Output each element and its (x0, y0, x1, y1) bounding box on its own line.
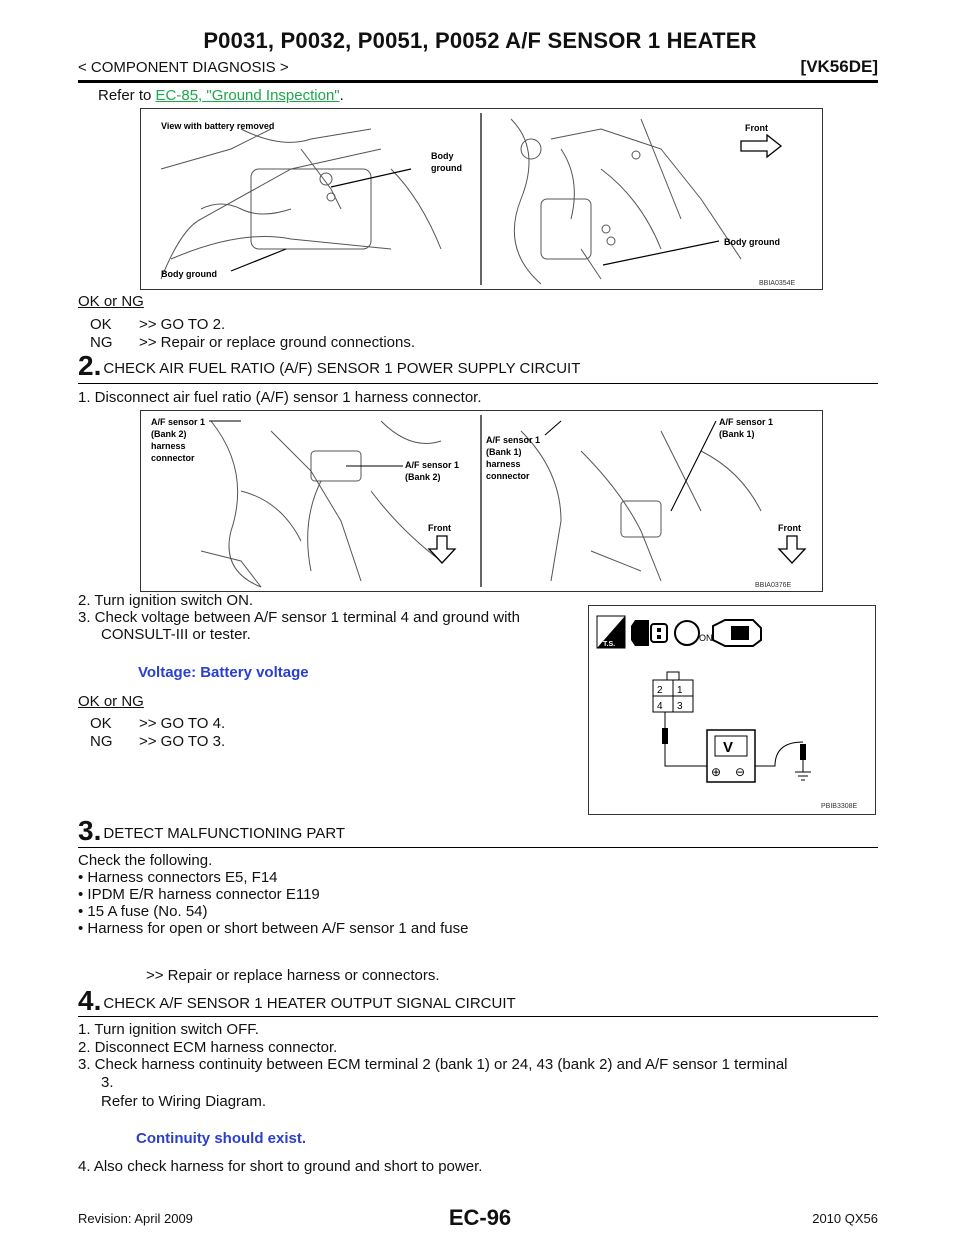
terminal-1: 1 (677, 685, 683, 696)
minus-terminal: ⊖ (735, 765, 746, 779)
bullet-item: • Harness for open or short between A/F sensor 1 and fuse (78, 920, 469, 937)
step-4-heading (78, 987, 516, 1015)
terminal-4: 4 (657, 701, 663, 712)
header-rule (78, 80, 878, 83)
refer-line (98, 87, 344, 105)
fig2-label-e: A/F sensor 1 (405, 460, 460, 470)
revision-date: Revision: April 2009 (78, 1211, 193, 1226)
step-number: 3. (78, 815, 102, 846)
fig2-label-f: (Bank 2) (405, 472, 441, 482)
section-label: < COMPONENT DIAGNOSIS > (78, 59, 289, 76)
figure-code: BBIA0376E (755, 582, 792, 589)
fig2-label-g: A/F sensor 1 (486, 435, 541, 445)
bullet-item: • Harness connectors E5, F14 (78, 869, 278, 886)
step-2-heading (78, 352, 580, 380)
step-item: 1. Disconnect air fuel ratio (A/F) sensor 1 harness connector. (78, 389, 482, 406)
fig2-label-b: (Bank 2) (151, 429, 187, 439)
step-item: 2. Disconnect ECM harness connector. (78, 1039, 338, 1056)
step-action: >> Repair or replace harness or connectors. (146, 967, 440, 984)
step-item: 4. Also check harness for short to ground and short to power. (78, 1158, 483, 1175)
fig2-label-k: A/F sensor 1 (719, 417, 774, 427)
step-3-heading (78, 817, 345, 845)
ground-location-illustration (141, 109, 822, 289)
body-ground-label-top: Body (431, 151, 454, 161)
voltage-check-illustration (589, 606, 875, 814)
step-item: Refer to Wiring Diagram. (101, 1093, 267, 1110)
step-item: 3. Check harness continuity between ECM terminal 2 (bank 1) or 24, 43 (bank 2) and A/F sensor 1 terminal (78, 1056, 788, 1073)
ground-location-figure (140, 108, 823, 290)
fig2-label-c: harness (151, 441, 186, 451)
ng-action: >> GO TO 3. (139, 733, 226, 750)
step-number: 4. (78, 985, 102, 1016)
fig2-label-i: harness (486, 459, 521, 469)
sensor-location-figure (140, 410, 823, 592)
page-title: P0031, P0032, P0051, P0052 A/F SENSOR 1 HEATER (203, 28, 757, 53)
refer-suffix: . (339, 87, 344, 104)
ng-code: NG (90, 334, 113, 351)
body-ground-label-left: Body ground (161, 269, 217, 279)
fig2-label-j: connector (486, 471, 530, 481)
fig2-label-l: (Bank 1) (719, 429, 755, 439)
step-title: DETECT MALFUNCTIONING PART (103, 825, 346, 842)
step-intro: Check the following. (78, 852, 213, 869)
step-item: 2. Turn ignition switch ON. (78, 592, 254, 609)
body-ground-label-top-2: ground (431, 163, 462, 173)
ok-action: >> GO TO 4. (139, 715, 226, 732)
terminal-2: 2 (657, 685, 663, 696)
step-rule (78, 383, 878, 384)
tool-icons (597, 616, 761, 648)
bullet-item: • IPDM E/R harness connector E119 (78, 886, 320, 903)
figure-code: BBIA0354E (759, 280, 796, 287)
step-item: 3. (101, 1074, 114, 1091)
ok-action: >> GO TO 2. (139, 316, 226, 333)
step-item: CONSULT-III or tester. (101, 626, 251, 643)
bullet-item: • 15 A fuse (No. 54) (78, 903, 208, 920)
front-label: Front (745, 123, 768, 133)
step-title: CHECK A/F SENSOR 1 HEATER OUTPUT SIGNAL CIRCUIT (103, 995, 516, 1012)
continuity-spec: Continuity should exist. (136, 1130, 307, 1147)
front-label: Front (778, 523, 801, 533)
body-ground-label-right: Body ground (724, 237, 780, 247)
voltage-check-figure (588, 605, 876, 815)
ng-action: >> Repair or replace ground connections. (139, 334, 416, 351)
terminal-3: 3 (677, 701, 683, 712)
step-rule (78, 847, 878, 848)
on-label: ON (699, 633, 713, 643)
front-label: Front (428, 523, 451, 533)
ground-inspection-link[interactable]: EC-85, "Ground Inspection" (155, 87, 340, 104)
step-rule (78, 1016, 878, 1017)
plus-terminal: ⊕ (711, 765, 722, 779)
ok-code: OK (90, 715, 112, 732)
engine-label: [VK56DE] (800, 57, 878, 76)
figure-code: PBIB3308E (821, 803, 858, 810)
step-number: 2. (78, 350, 102, 381)
fig2-label-h: (Bank 1) (486, 447, 522, 457)
fig2-label-a: A/F sensor 1 (151, 417, 206, 427)
step-title: CHECK AIR FUEL RATIO (A/F) SENSOR 1 POWER SUPPLY CIRCUIT (103, 360, 581, 377)
sensor-location-illustration (141, 411, 822, 591)
ok-ng-label: OK or NG (78, 293, 144, 310)
ok-ng-label: OK or NG (78, 693, 144, 710)
fig2-label-d: connector (151, 453, 195, 463)
view-label: View with battery removed (161, 121, 275, 131)
refer-prefix: Refer to (98, 87, 156, 104)
ok-code: OK (90, 316, 112, 333)
page-number: EC-96 (448, 1205, 512, 1230)
voltmeter-label: V (723, 739, 734, 756)
model-year: 2010 QX56 (812, 1211, 878, 1226)
step-item: 3. Check voltage between A/F sensor 1 terminal 4 and ground with (78, 609, 520, 626)
step-item: 1. Turn ignition switch OFF. (78, 1021, 259, 1038)
voltage-spec: Voltage: Battery voltage (138, 664, 309, 681)
ng-code: NG (90, 733, 113, 750)
ts-label: T.S. (603, 641, 616, 648)
